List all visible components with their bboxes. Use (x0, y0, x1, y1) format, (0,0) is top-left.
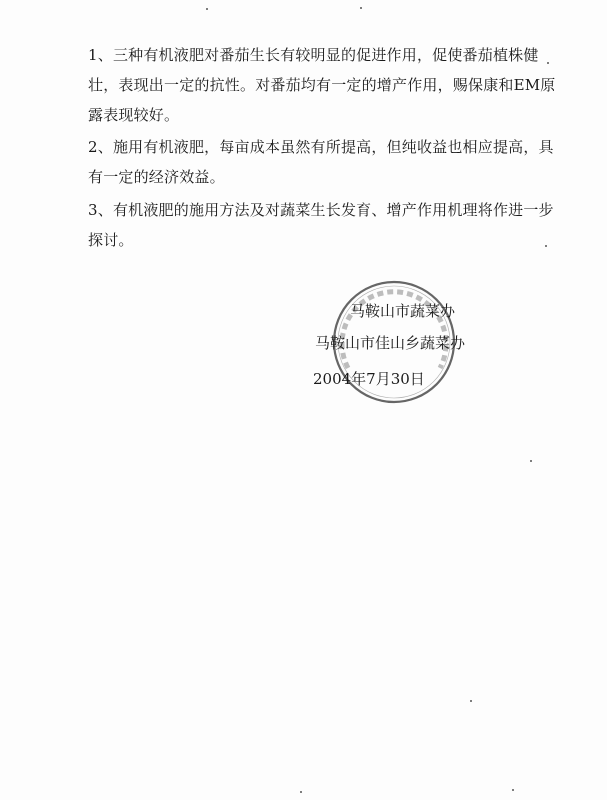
scan-speck (360, 7, 362, 9)
scan-speck (206, 8, 208, 10)
scan-speck (530, 460, 532, 462)
scan-speck (512, 789, 514, 791)
signature-org-2: 马鞍山市佳山乡蔬菜办 (315, 334, 466, 352)
paragraph-1: 1、三种有机液肥对番茄生长有较明显的促进作用，促使番茄植株健壮，表现出一定的抗性。对番茄均有一定的增产作用，赐保康和EM原露表现较好。 (88, 46, 556, 124)
paragraph-3: 3、有机液肥的施用方法及对蔬菜生长发育、增产作用机理将作进一步探讨。 (88, 201, 554, 249)
scan-speck (545, 245, 547, 247)
scan-speck (547, 62, 549, 64)
scan-speck (300, 791, 302, 793)
signature-org-1: 马鞍山市蔬菜办 (350, 302, 456, 320)
paragraph-2: 2、施用有机液肥，每亩成本虽然有所提高，但纯收益也相应提高，具有一定的经济效益。 (88, 138, 554, 186)
scan-speck (470, 700, 472, 702)
signature-date: 2004年7月30日 (313, 370, 425, 388)
